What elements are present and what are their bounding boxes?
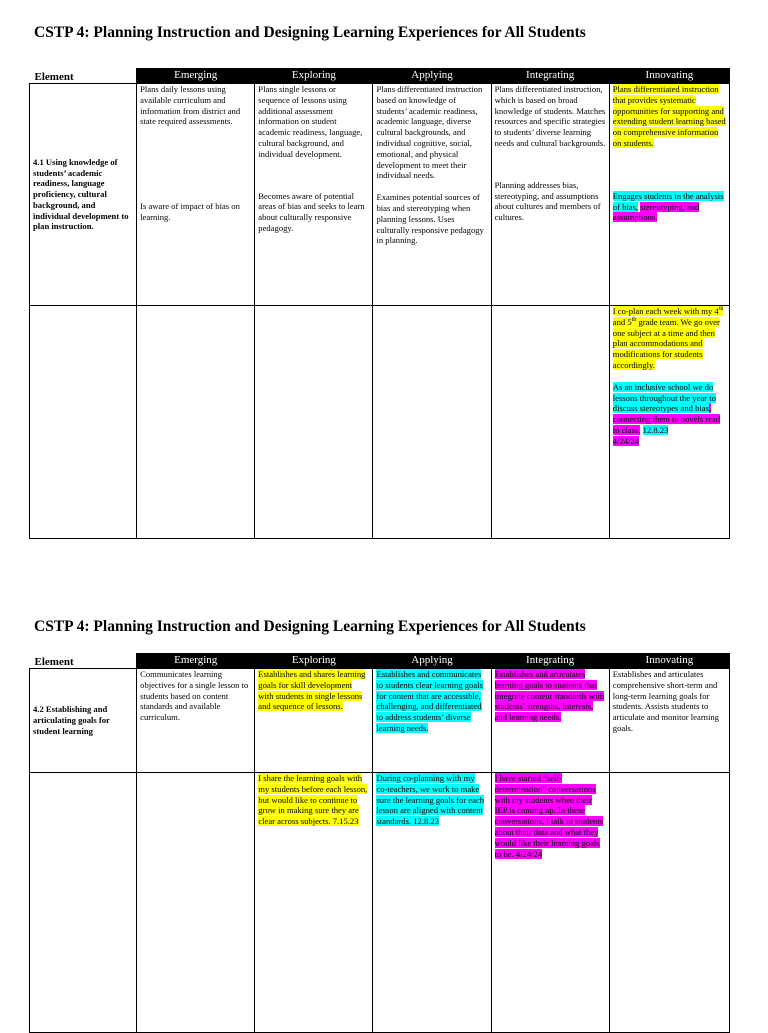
level-header-innovating-2: Innovating [609, 654, 729, 669]
level-header-innovating: Innovating [609, 69, 729, 84]
emerging-bias-description: Is aware of impact of bias on learning. [140, 201, 240, 222]
integrating-description-2: Establishes and articulates learning goals to students that integrate content standards with students’ strengths, interests, and learning needs. [494, 669, 605, 723]
element-description: 4.1 Using knowledge of students’ academic readiness, language proficiency, cultural background, and individual development to plan instruction. [33, 156, 129, 232]
integrating-description: Plans differentiated instruction, which is based on broad knowledge of students. Matches resources and specific strategies to students’ diverse learning needs and cultural backgrounds. [494, 84, 606, 148]
evidence-inclusive-school: As an inclusive school we do lessons throughout the year to discuss stereotypes and bias [612, 381, 716, 414]
evidence-exploring-cell [255, 306, 373, 539]
innovating-bias-description-highlight: stereotyping, and assumptions. [612, 201, 700, 223]
emerging-cell-2 [137, 669, 255, 773]
integrating-cell-2 [491, 669, 609, 773]
level-header-integrating-2: Integrating [491, 654, 609, 669]
element-description-2: 4.2 Establishing and articulating goals for student learning [33, 704, 110, 736]
evidence-applying-date-2: 12.8.23 [411, 816, 439, 827]
evidence-integrating-cell [491, 306, 609, 539]
evidence-novels: , connecting them to novels read in class. [612, 403, 721, 435]
evidence-date-2: 4/24/24 [612, 435, 640, 446]
evidence-element-cell [30, 306, 137, 539]
element-cell [30, 84, 137, 306]
emerging-cell [137, 84, 255, 306]
page-title: CSTP 4: Planning Instruction and Designing Learning Experiences for All Students [34, 24, 586, 41]
applying-description: Plans differentiated instruction based on knowledge of students’ academic readiness, academic language, diverse cultural backgrounds, and individual cognitive, social, emotional, and physical development to meet their individual needs. [376, 84, 483, 181]
rubric-table-4-2 [29, 653, 730, 1033]
page-title-2: CSTP 4: Planning Instruction and Designing Learning Experiences for All Students [34, 618, 586, 635]
emerging-description: Plans daily lessons using available curriculum and information from district and state required assessments. [140, 84, 241, 127]
evidence-integrating-2: I have started “self-determination” conversations with my students when their IEP is coming up. In these conversations, I talk to students about their data and what they would like their learning goals to be. 4/24/24 [494, 773, 604, 859]
level-header-emerging: Emerging [137, 69, 255, 84]
innovating-bias-description: Engages students in the analysis of bias, [612, 190, 724, 212]
evidence-date-1: 12.8.23 [642, 424, 669, 435]
level-header-emerging-2: Emerging [137, 654, 255, 669]
evidence-exploring-2: I share the learning goals with my students before each lesson, but would like to continue to grow in making sure they are clear across subjects. 7.15.23 [258, 773, 368, 827]
evidence-emerging-cell-2 [137, 773, 255, 1033]
integrating-cell [491, 84, 609, 306]
evidence-exploring-cell-2 [255, 773, 373, 1033]
exploring-description: Plans single lessons or sequence of lessons using additional assessment information on student academic readiness, language, cultural background, and individual development. [258, 84, 363, 159]
innovating-cell [609, 84, 729, 306]
emerging-description-2: Communicates learning objectives for a single lesson to students based on content standards and available curriculum. [140, 669, 249, 723]
evidence-applying-cell-2 [373, 773, 491, 1033]
evidence-applying-2: During co-planning with my co-teachers, we work to make sure the learning goals for each lesson are aligned with content standards. [376, 773, 485, 827]
evidence-emerging-cell [137, 306, 255, 539]
integrating-bias-description: Planning addresses bias, stereotyping, and assumptions about cultures and members of cultures. [494, 179, 601, 223]
innovating-cell-2 [609, 669, 729, 773]
applying-bias-description: Examines potential sources of bias and stereotyping when planning lessons. Uses culturally responsive pedagogy in planning. [376, 192, 484, 246]
level-header-applying-2: Applying [373, 654, 491, 669]
evidence-integrating-cell-2 [491, 773, 609, 1033]
evidence-innovating-cell [609, 306, 729, 539]
exploring-bias-description: Becomes aware of potential areas of bias and seeks to learn about culturally responsive pedagogy. [258, 190, 365, 233]
exploring-cell [255, 84, 373, 306]
innovating-description-2: Establishes and articulates comprehensive short-term and long-term learning goals for students. Assists students to articulate and monitor learning goals. [612, 669, 719, 733]
level-header-exploring-2: Exploring [255, 654, 373, 669]
element-header-2: Element [30, 654, 137, 669]
level-header-applying: Applying [373, 69, 491, 84]
exploring-cell-2 [255, 669, 373, 773]
applying-description-2: Establishes and communicates to students clear learning goals for content that are accessible, challenging, and differentiated to address students’ diverse learning needs. [376, 669, 483, 733]
applying-cell [373, 84, 491, 306]
evidence-element-cell-2 [30, 773, 137, 1033]
rubric-table-4-1 [29, 68, 730, 539]
innovating-description: Plans differentiated instruction that provides systematic opportunities for supporting and extending student learning based on comprehensive information on students. [612, 84, 726, 148]
evidence-innovating-cell-2 [609, 773, 729, 1033]
level-header-exploring: Exploring [255, 69, 373, 84]
element-header: Element [30, 69, 137, 84]
applying-cell-2 [373, 669, 491, 773]
evidence-co-plan: I co-plan each week with my 4th and 5th grade team. We go over one subject at a time and then plan accommodations and modifications for students accordingly. [612, 306, 724, 370]
level-header-integrating: Integrating [491, 69, 609, 84]
evidence-applying-cell [373, 306, 491, 539]
exploring-description-2: Establishes and shares learning goals for skill development with students in single lessons and sequence of lessons. [258, 669, 366, 712]
element-cell-2 [30, 669, 137, 773]
